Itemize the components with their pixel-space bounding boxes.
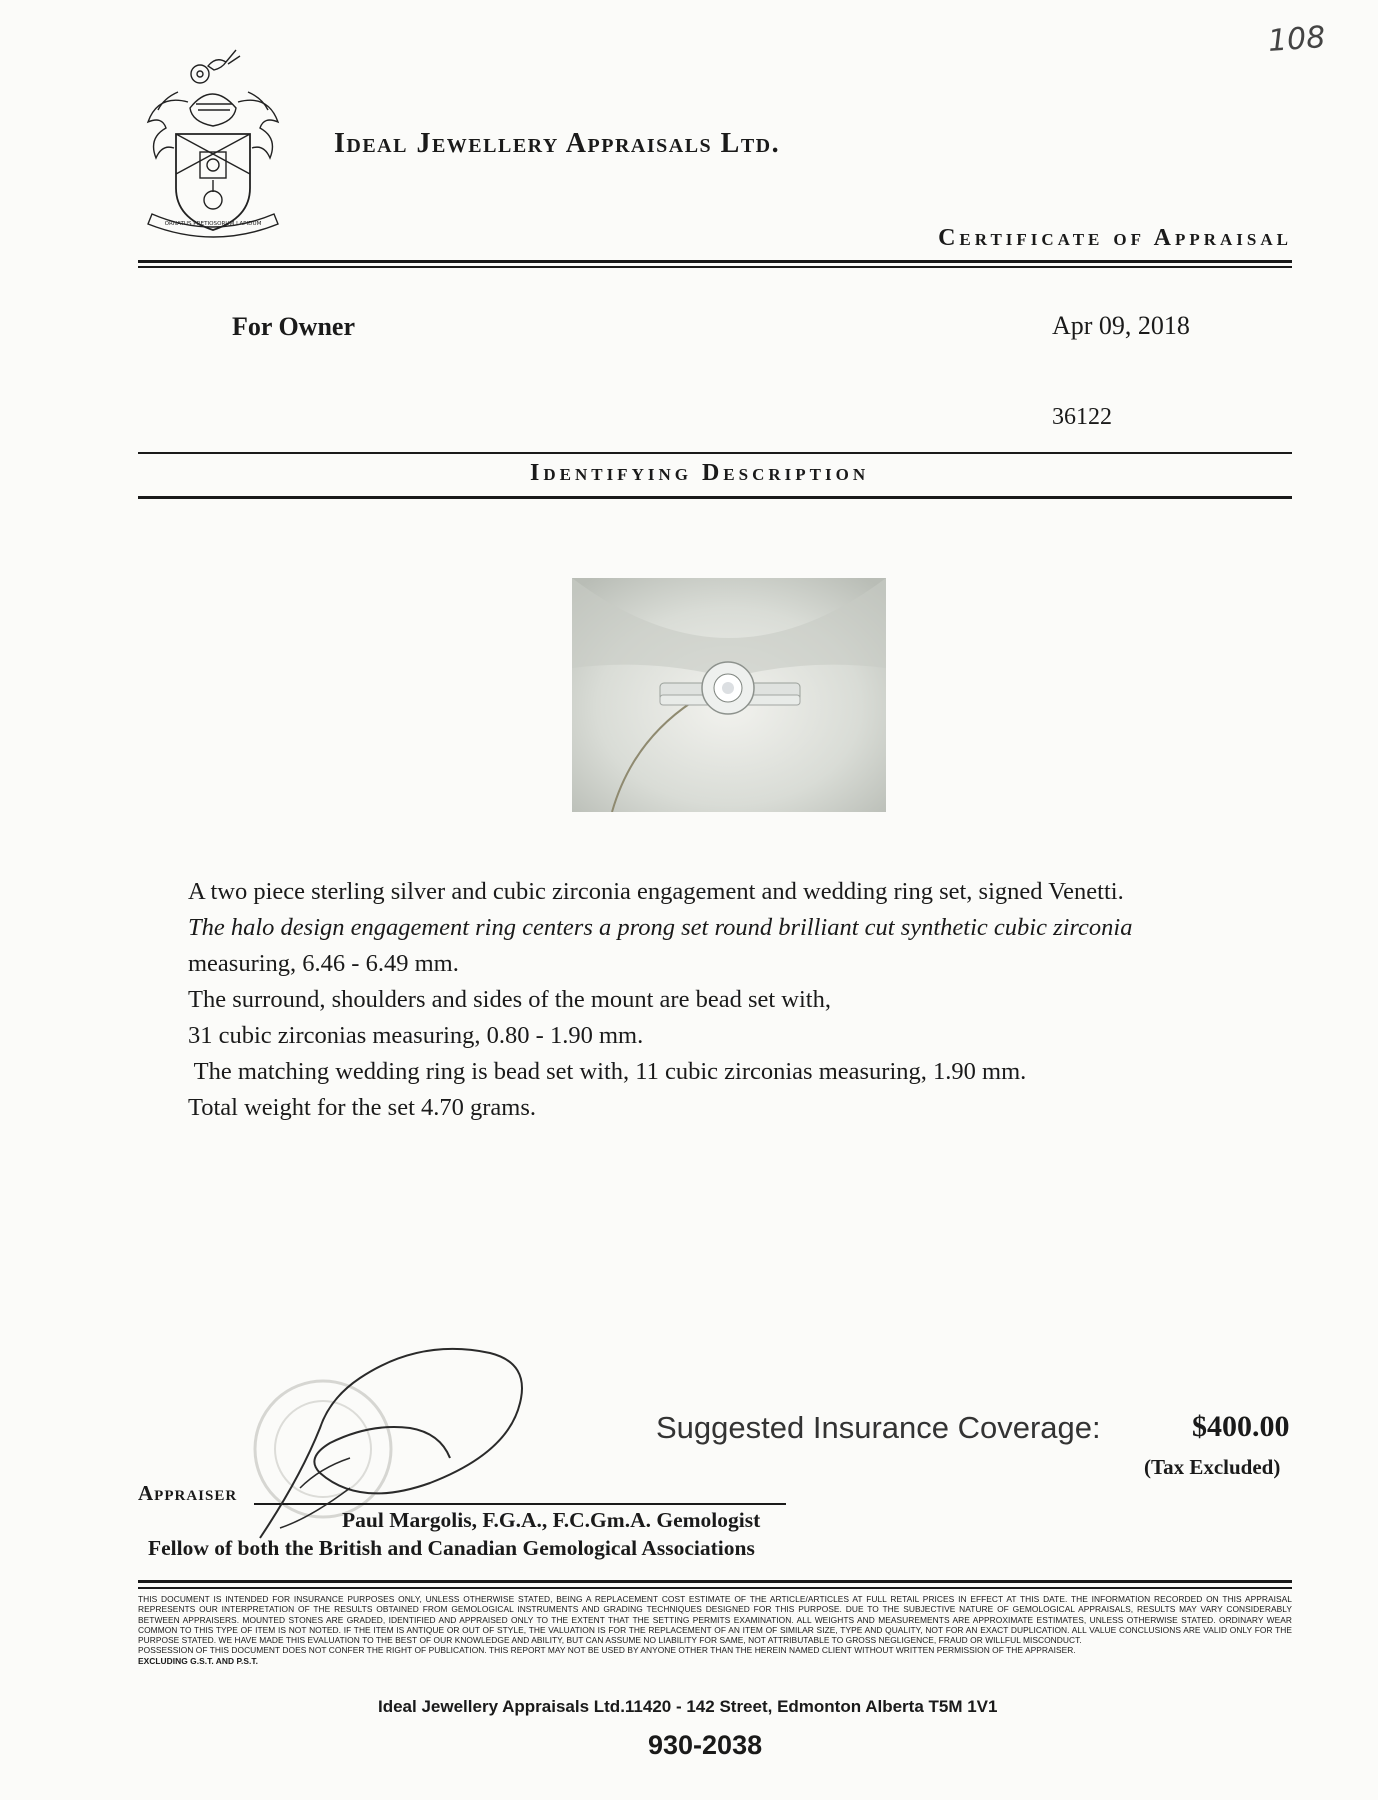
description-line: 31 cubic zirconias measuring, 0.80 - 1.90 mm. <box>188 1022 644 1049</box>
description-line: Total weight for the set 4.70 grams. <box>188 1094 537 1121</box>
certificate-title: Certificate of Appraisal <box>938 225 1292 251</box>
ring-photo <box>572 578 886 812</box>
description-line: The matching wedding ring is bead set with, 11 cubic zirconias measuring, 1.90 mm. <box>188 1058 1027 1085</box>
footer-rule-thin <box>138 1587 1292 1589</box>
appraiser-fellowship: Fellow of both the British and Canadian Gemological Associations <box>148 1536 755 1560</box>
appraiser-name: Paul Margolis, F.G.A., F.C.Gm.A. Gemologist <box>342 1508 761 1532</box>
page-number: 108 <box>1266 20 1327 59</box>
section-title: Identifying Description <box>530 460 870 486</box>
tax-note: (Tax Excluded) <box>1144 1455 1281 1479</box>
coverage-label: Suggested Insurance Coverage: <box>656 1410 1101 1445</box>
owner-label: For Owner <box>232 312 355 341</box>
tax-exclusion: EXCLUDING G.S.T. AND P.S.T. <box>138 1655 259 1666</box>
description-line: A two piece sterling silver and cubic zirconia engagement and wedding ring set, signed Venetti. <box>188 878 1124 905</box>
company-name: Ideal Jewellery Appraisals Ltd. <box>334 128 781 159</box>
footer-address: Ideal Jewellery Appraisals Ltd.11420 - 142 Street, Edmonton Alberta T5M 1V1 <box>378 1697 998 1716</box>
disclaimer-paragraph: POSSESSION OF THIS DOCUMENT DOES NOT CONFER THE RIGHT OF PUBLICATION. THIS REPORT MAY NOT BE USED BY ANYONE OTHER THAN THE HEREIN NAMED CLIENT WITHOUT WRITTEN PERMISSION OF THE APPRAISER. <box>138 1645 1076 1656</box>
footer-phone: 930-2038 <box>648 1730 763 1760</box>
disclaimer <box>138 1594 1292 1666</box>
appraiser-label: Appraiser <box>138 1481 238 1505</box>
header-rule-thin <box>138 266 1292 268</box>
description-line: The halo design engagement ring centers a prong set round brilliant cut synthetic cubic zirconia <box>188 914 1133 941</box>
coverage-amount: $400.00 <box>1192 1410 1290 1443</box>
description-line: The surround, shoulders and sides of the mount are bead set with, <box>188 986 831 1013</box>
svg-text:ORNATUS PRETIOSORUM LAPIDUM: ORNATUS PRETIOSORUM LAPIDUM <box>164 221 262 227</box>
disclaimer-paragraph: THIS DOCUMENT IS INTENDED FOR INSURANCE PURPOSES ONLY, UNLESS OTHERWISE STATED, BEING A REPLACEMENT COST ESTIMATE OF THE ARTICLE/ARTICLES AT FULL RETAIL PRICES IN EFFECT AT THIS DATE. THE INFORMATION RECORDED ON THIS APPRAISAL REPRESENTS OUR INTERPRETATION OF THE RESULTS OBTAINED FROM GEMOLOGICAL INSTRUMENTS AND GRADING TECHNIQUES DESIGNED FOR THIS PURPOSE. DUE TO THE SUBJECTIVE NATURE OF GEMOLOGICAL APPRAISALS, RESULTS MAY VARY CONSIDERABLY BETWEEN APPRAISERS. MOUNTED STONES ARE GRADED, IDENTIFIED AND APPRAISED ONLY TO THE EXTENT THAT THE SETTING PERMITS EXAMINATION. ALL WEIGHTS AND MEASUREMENTS ARE APPROXIMATE ESTIMATES, UNLESS OTHERWISE STATED. ORDINARY WEAR COMMON TO THIS TYPE OF ITEM IS NOT NOTED. IF THE ITEM IS ANTIQUE OR OUT OF STYLE, THE VALUATION IS FOR THE REPLACEMENT OF AN ITEM OF SIMILAR SIZE, TYPE AND QUALITY, NOT FOR AN EXACT DUPLICATION. ALL VALUE CONCLUSIONS ARE VALID ONLY FOR THE PURPOSE STATED. WE HAVE MADE THIS EVALUATION TO THE BEST OF OUR KNOWLEDGE AND ABILITY, BUT CAN ASSUME NO LIABILITY FOR SAME, NOT ATTRIBUTABLE TO GROSS NEGLIGENCE, FRAUD OR WILLFUL MISCONDUCT. <box>138 1594 1292 1646</box>
section-rule-bottom <box>138 496 1292 499</box>
footer-rule <box>138 1580 1292 1583</box>
item-description <box>188 874 1308 1126</box>
appraisal-date: Apr 09, 2018 <box>1052 311 1190 340</box>
header-rule <box>138 260 1292 263</box>
coat-of-arms-icon <box>138 48 288 238</box>
reference-number: 36122 <box>1052 404 1112 430</box>
description-line: measuring, 6.46 - 6.49 mm. <box>188 950 459 977</box>
handwritten-signature <box>240 1338 560 1548</box>
section-rule-top <box>138 452 1292 454</box>
